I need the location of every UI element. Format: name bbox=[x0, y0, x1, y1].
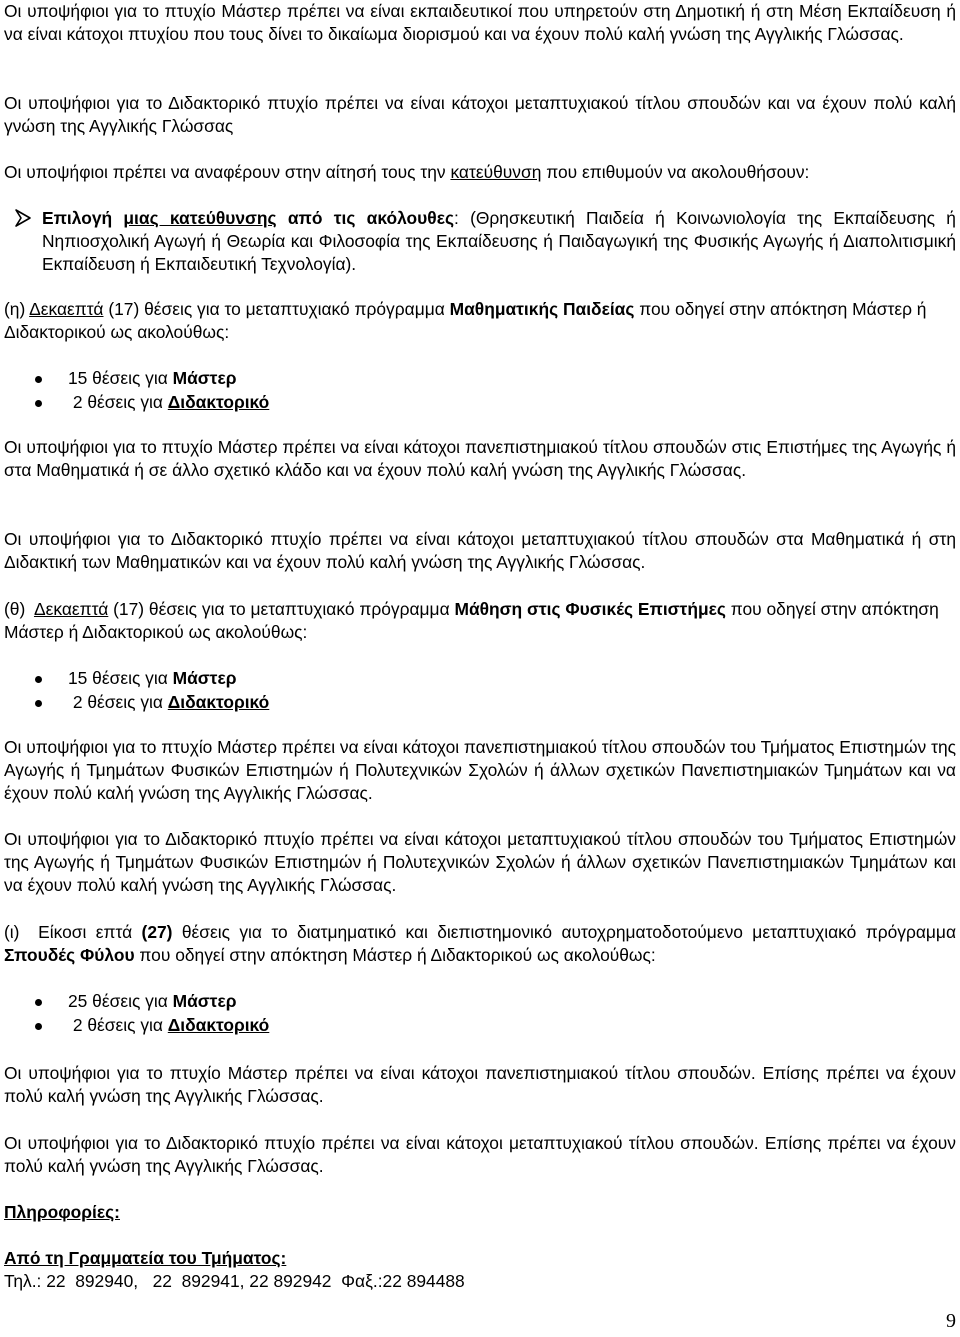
choice-directions-list: : (Θρησκευτική Παιδεία ή Κοινωνιολογία της Εκπαίδευσης ή Νηπιοσχολική Αγωγή ή Θεωρία και Φιλοσοφία της Εκπαίδευσης ή Παιδαγωγική της Φυσικής Αγωγής ή Διαπολιτισμική Εκπαίδευση ή Εκπαιδευτική Τεχνολογία). bbox=[42, 208, 956, 274]
section-i-suffix: που οδηγεί στην απόκτηση Μάστερ ή Διδακτορικού ως ακολούθως: bbox=[134, 945, 656, 965]
positions-count: 2 bbox=[68, 692, 83, 712]
secretariat-heading-text: Από τη Γραμματεία του Τμήματος: bbox=[4, 1248, 287, 1268]
choice-bold-underlined: μιας κατεύθυνσης bbox=[123, 208, 277, 228]
bullet-dot-icon bbox=[35, 700, 42, 707]
section-i-prefix: (ι) Είκοσι επτά bbox=[4, 922, 142, 942]
positions-text: θέσεις για bbox=[87, 368, 173, 388]
info-heading bbox=[4, 1201, 956, 1224]
section-th-master-requirements: Οι υποψήφιοι για το πτυχίο Μάστερ πρέπει να είναι κάτοχοι πανεπιστημιακού τίτλου σπουδών του Τμήματος Επιστημών της Αγωγής ή Τμημάτων Φυσικών Επιστημών ή Πολυτεχνικών Σχολών ή άλλων σχετικών Πανεπιστημιακών Τμημάτων και να έχουν πολύ καλή γνώση της Αγγλικής Γλώσσας. bbox=[4, 737, 956, 803]
list-item bbox=[4, 1014, 604, 1038]
section-h-mid: (17) θέσεις για το μεταπτυχιακό πρόγραμμα bbox=[103, 299, 450, 319]
section-i-doctorate-requirements: Οι υποψήφιοι για το Διδακτορικό πτυχίο πρέπει να είναι κάτοχοι μεταπτυχιακού τίτλου σπουδών. Επίσης πρέπει να έχουν πολύ καλή γνώση της Αγγλικής Γλώσσας. bbox=[4, 1133, 956, 1176]
page-number: 9 bbox=[946, 1310, 956, 1332]
section-h-master-requirements: Οι υποψήφιοι για το πτυχίο Μάστερ πρέπει να είναι κάτοχοι πανεπιστημιακού τίτλου σπουδών στις Επιστήμες της Αγωγής ή στα Μαθηματικά ή σε άλλο σχετικό κλάδο και να έχουν πολύ καλή γνώση της Αγγλικής Γλώσσας. bbox=[4, 437, 956, 480]
section-i-master-requirements: Οι υποψήφιοι για το πτυχίο Μάστερ πρέπει να είναι κάτοχοι πανεπιστημιακού τίτλου σπουδών. Επίσης πρέπει να έχουν πολύ καλή γνώση της Αγγλικής Γλώσσας. bbox=[4, 1063, 956, 1106]
bullet-dot-icon bbox=[35, 1023, 42, 1030]
positions-text: θέσεις για bbox=[87, 991, 173, 1011]
bullet-dot-icon bbox=[35, 376, 42, 383]
degree-name: Μάστερ bbox=[172, 668, 237, 688]
section-th-doctorate-requirements: Οι υποψήφιοι για το Διδακτορικό πτυχίο πρέπει να είναι κάτοχοι μεταπτυχιακού τίτλου σπουδών του Τμήματος Επιστημών της Αγωγής ή Τμημάτων Φυσικών Επιστημών ή Πολυτεχνικών Σχολών ή άλλων σχετικών Πανεπιστημιακών Τμημάτων και να έχουν πολύ καλή γνώση της Αγγλικής Γλώσσας. bbox=[4, 829, 956, 895]
section-h-doctorate-requirements: Οι υποψήφιοι για το Διδακτορικό πτυχίο πρέπει να είναι κάτοχοι μεταπτυχιακού τίτλου σπουδών στα Μαθηματικά ή στη Διδακτική των Μαθηματικών και να έχουν πολύ καλή γνώση της Αγγλικής Γλώσσας. bbox=[4, 529, 956, 572]
section-th-mid: (17) θέσεις για το μεταπτυχιακό πρόγραμμα bbox=[108, 599, 455, 619]
positions-count: 25 bbox=[68, 991, 88, 1011]
section-th-count-word: Δεκαεπτά bbox=[33, 599, 109, 619]
positions-text: θέσεις για bbox=[87, 668, 173, 688]
degree-name: Μάστερ bbox=[172, 991, 237, 1011]
section-th-suffix: που οδηγεί στην απόκτηση Μάστερ ή Διδακτορικού ως ακολούθως: bbox=[4, 599, 939, 642]
positions-text: θέσεις για bbox=[82, 692, 168, 712]
direction-keyword: κατεύθυνση bbox=[450, 162, 542, 182]
contact-phones: Τηλ.: 22 892940, 22 892941, 22 892942 Φαξ.:22 894488 bbox=[4, 1271, 465, 1291]
section-i-mid: θέσεις για το διατμηματικό και διεπιστημονικό αυτοχρηματοδοτούμενο μεταπτυχιακό πρόγραμμα bbox=[172, 922, 956, 942]
list-item bbox=[4, 691, 604, 715]
direction-text-before: Οι υποψήφιοι πρέπει να αναφέρουν στην αίτησή τους την bbox=[4, 162, 451, 182]
positions-count: 2 bbox=[68, 1015, 83, 1035]
degree-name: Διδακτορικό bbox=[167, 1015, 270, 1035]
positions-count: 15 bbox=[68, 668, 88, 688]
section-h-program-name: Μαθηματικής Παιδείας bbox=[449, 299, 635, 319]
section-h-prefix: (η) bbox=[4, 299, 30, 319]
paragraph-direction bbox=[4, 161, 956, 184]
section-th-heading bbox=[4, 598, 956, 644]
degree-name: Διδακτορικό bbox=[167, 692, 270, 712]
section-i-count: (27) bbox=[141, 922, 173, 942]
section-i-heading bbox=[4, 921, 956, 967]
info-heading-text: Πληροφορίες: bbox=[4, 1202, 120, 1222]
direction-choice-item bbox=[4, 207, 956, 276]
section-i-positions-list bbox=[4, 990, 604, 1038]
bullet-dot-icon bbox=[35, 676, 42, 683]
section-h-heading bbox=[4, 298, 956, 344]
section-i-program-name: Σπουδές Φύλου bbox=[4, 945, 135, 965]
choice-bold-b: από τις ακόλουθες bbox=[276, 208, 454, 228]
paragraph-master-requirements-intro: Οι υποψήφιοι για το πτυχίο Μάστερ πρέπει να είναι εκπαιδευτικοί που υπηρετούν στη Δημοτική ή στη Μέση Εκπαίδευση ή να είναι κάτοχοι πτυχίου που τους δίνει το δικαίωμα διορισμού και να έχουν πολύ καλή γνώση της Αγγλικής Γλώσσας. bbox=[4, 1, 956, 44]
paragraph-doctorate-requirements-intro: Οι υποψήφιοι για το Διδακτορικό πτυχίο πρέπει να είναι κάτοχοι μεταπτυχιακού τίτλου σπουδών και να έχουν πολύ καλή γνώση της Αγγλικής Γλώσσας bbox=[4, 93, 956, 136]
bullet-dot-icon bbox=[35, 999, 42, 1006]
section-th-program-name: Μάθηση στις Φυσικές Επιστήμες bbox=[454, 599, 726, 619]
degree-name: Μάστερ bbox=[172, 368, 237, 388]
arrow-bullet-icon bbox=[14, 208, 32, 228]
secretariat-heading bbox=[4, 1247, 956, 1270]
positions-count: 15 bbox=[68, 368, 88, 388]
section-h-suffix: που οδηγεί στην απόκτηση Μάστερ ή Διδακτορικού ως ακολούθως: bbox=[4, 299, 927, 342]
list-item bbox=[4, 367, 604, 391]
list-item bbox=[4, 391, 604, 415]
degree-name: Διδακτορικό bbox=[167, 392, 270, 412]
section-th-prefix: (θ) bbox=[4, 599, 34, 619]
direction-text-after: που επιθυμούν να ακολουθήσουν: bbox=[541, 162, 810, 182]
list-item bbox=[4, 667, 604, 691]
positions-count: 2 bbox=[68, 392, 83, 412]
section-th-positions-list bbox=[4, 667, 604, 715]
positions-text: θέσεις για bbox=[82, 392, 168, 412]
positions-text: θέσεις για bbox=[82, 1015, 168, 1035]
section-h-count-word: Δεκαεπτά bbox=[29, 299, 104, 319]
choice-bold-a: Επιλογή bbox=[42, 208, 124, 228]
section-h-positions-list bbox=[4, 367, 604, 415]
bullet-dot-icon bbox=[35, 400, 42, 407]
direction-choice-text bbox=[4, 207, 956, 276]
list-item bbox=[4, 990, 604, 1014]
